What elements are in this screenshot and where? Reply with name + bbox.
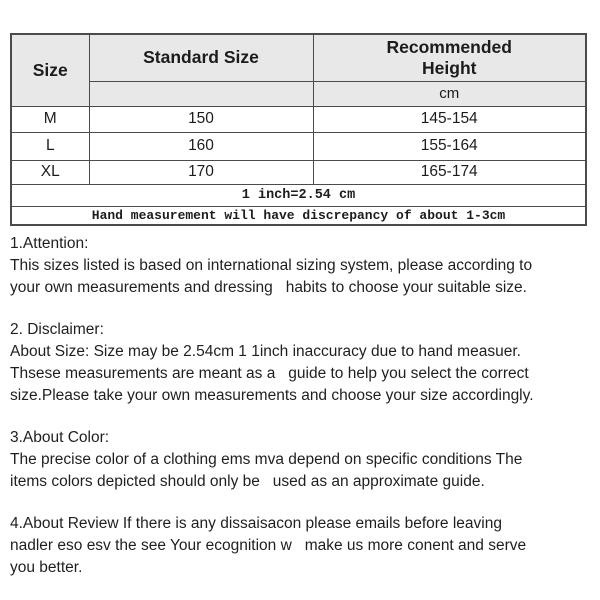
text-line: Thsese measurements are meant as a guide to help you select the correct [10, 365, 529, 382]
section-attention [10, 233, 595, 299]
section-about-color-heading: 3.About Color: [10, 429, 110, 446]
cell-standard-xl: 170 [89, 160, 313, 184]
col-header-recommended-height: Recommended Height [313, 34, 586, 81]
table-row-xl [11, 160, 586, 184]
text-sections [10, 233, 595, 599]
text-line: nadler eso esv the see Your ecognition w make us more conent and serve [10, 537, 527, 554]
table-unit-row [11, 81, 586, 106]
unit-cell-empty [89, 81, 313, 106]
cell-standard-m: 150 [89, 106, 313, 132]
cell-height-xl: 165-174 [313, 160, 586, 184]
text-line: This sizes listed is based on international sizing system, please according to [10, 257, 533, 274]
note-hand-measurement: Hand measurement will have discrepancy of about 1-3cm [11, 206, 586, 225]
col-header-size: Size [11, 34, 89, 106]
cell-size-m: M [11, 106, 89, 132]
cell-size-xl: XL [11, 160, 89, 184]
col-header-standard-size: Standard Size [89, 34, 313, 81]
cell-standard-l: 160 [89, 132, 313, 160]
size-table [10, 33, 587, 226]
text-line: items colors depicted should only be used as an approximate guide. [10, 473, 485, 490]
unit-cell-cm: cm [313, 81, 586, 106]
cell-height-l: 155-164 [313, 132, 586, 160]
section-attention-heading: 1.Attention: [10, 235, 89, 252]
note-inch-conversion: 1 inch=2.54 cm [11, 184, 586, 206]
text-line: 4.About Review If there is any dissaisacon please emails before leaving [10, 515, 502, 532]
table-row-l [11, 132, 586, 160]
table-note-inch-row [11, 184, 586, 206]
text-line: About Size: Size may be 2.54cm 1 1inch inaccuracy due to hand measuer. [10, 343, 521, 360]
section-about-color [10, 427, 595, 493]
section-disclaimer-heading: 2. Disclaimer: [10, 321, 104, 338]
text-line: size.Please take your own measurements and choose your size accordingly. [10, 387, 534, 404]
text-line: you better. [10, 559, 83, 576]
table-note-measurement-row [11, 206, 586, 225]
table-row-m [11, 106, 586, 132]
text-line: The precise color of a clothing ems mva depend on specific conditions The [10, 451, 523, 468]
table-header-row [11, 34, 586, 81]
text-line: your own measurements and dressing habits to choose your suitable size. [10, 279, 527, 296]
cell-height-m: 145-154 [313, 106, 586, 132]
section-about-review [10, 513, 595, 579]
section-disclaimer [10, 319, 595, 407]
cell-size-l: L [11, 132, 89, 160]
